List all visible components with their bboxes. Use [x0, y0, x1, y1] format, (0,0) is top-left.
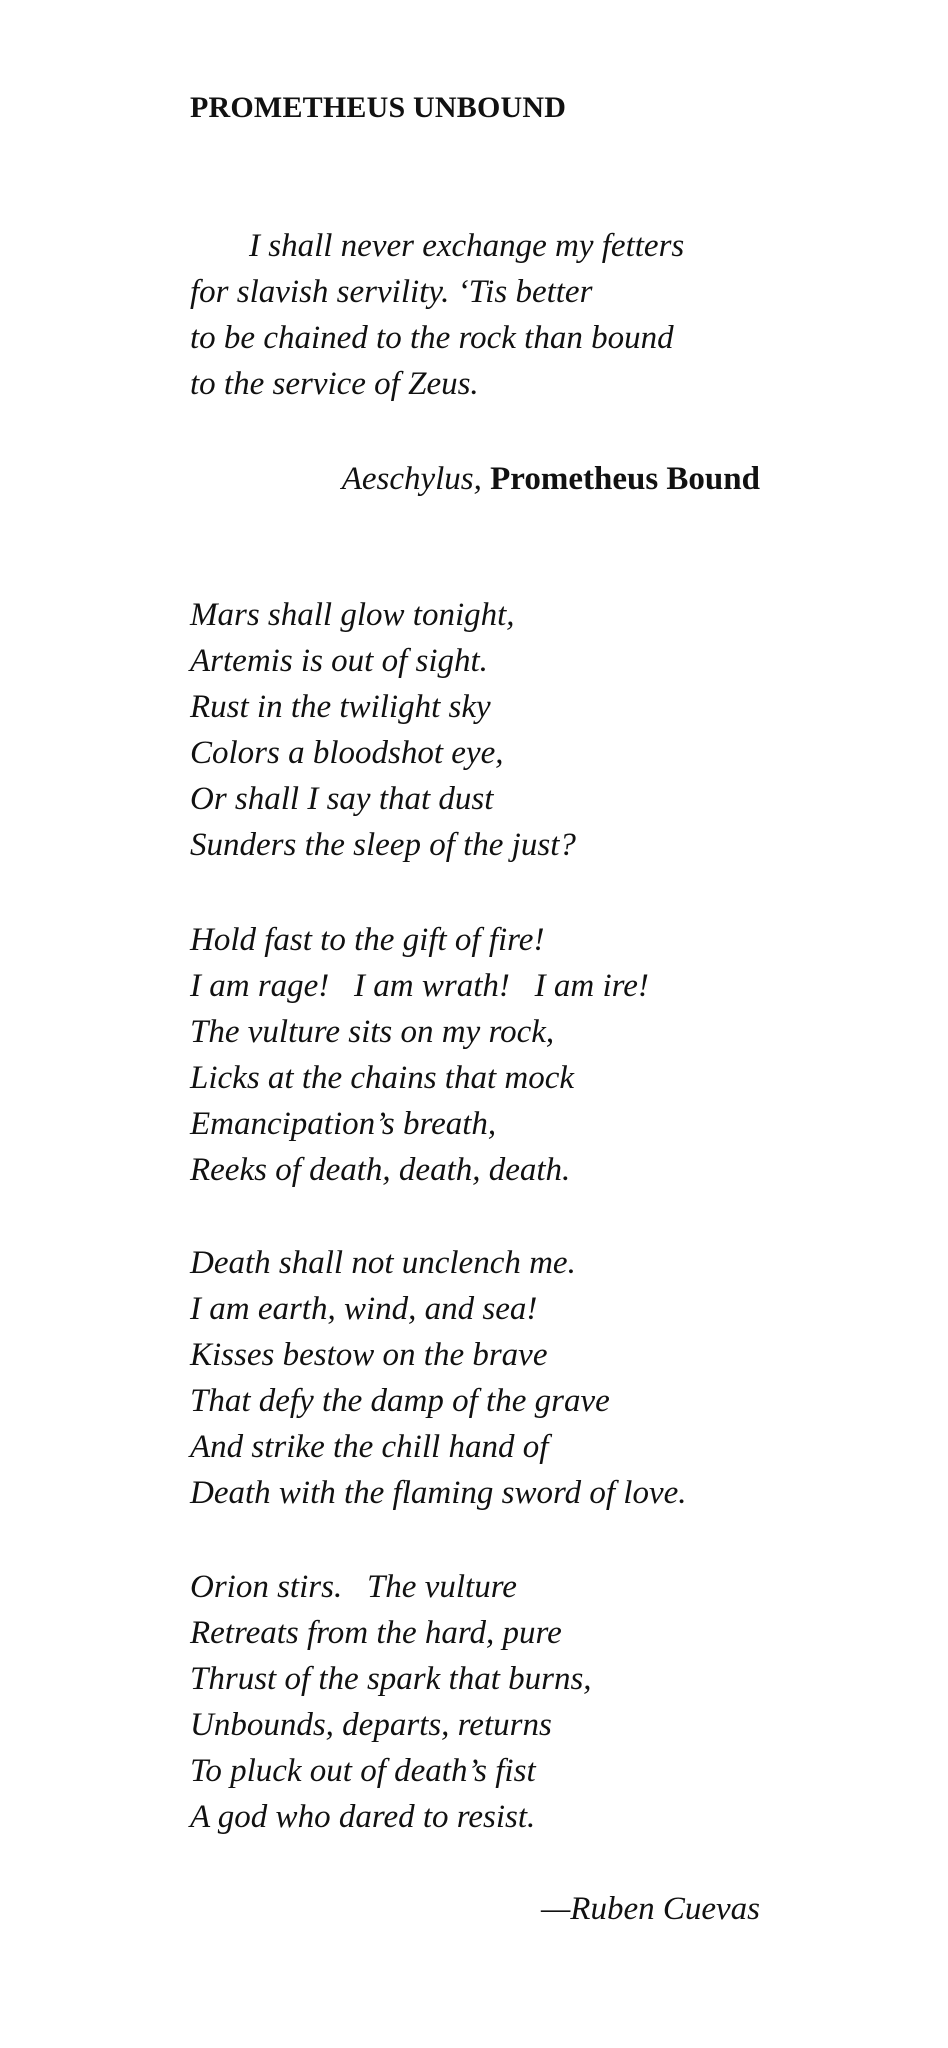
stanza-1: [190, 592, 760, 868]
poem-line: I am rage! I am wrath! I am ire!: [190, 968, 649, 1004]
poem-line: And strike the chill hand of: [190, 1429, 549, 1465]
poem-line: Or shall I say that dust: [190, 781, 494, 817]
poem-line: Kisses bestow on the brave: [190, 1337, 548, 1373]
poem-line: Emancipation’s breath,: [190, 1106, 497, 1142]
poem-line: Death with the flaming sword of love.: [190, 1475, 687, 1511]
epigraph-work: Prometheus Bound: [490, 461, 760, 497]
poem-line: Rust in the twilight sky: [190, 689, 491, 725]
poem-line: Hold fast to the gift of fire!: [190, 922, 545, 958]
poem-line: A god who dared to resist.: [190, 1799, 536, 1835]
poem-title: PROMETHEUS UNBOUND: [190, 91, 567, 124]
poem-line: Reeks of death, death, death.: [190, 1152, 571, 1188]
poem-line: Sunders the sleep of the just?: [190, 827, 576, 863]
poem-line: I am earth, wind, and sea!: [190, 1291, 538, 1327]
epigraph-line: to be chained to the rock than bound: [190, 320, 674, 356]
epigraph-line: to the service of Zeus.: [190, 366, 479, 402]
poem-line: Death shall not unclench me.: [190, 1245, 576, 1281]
poem-line: Thrust of the spark that burns,: [190, 1661, 592, 1697]
epigraph-line: for slavish servility. ‘Tis better: [190, 274, 593, 310]
epigraph-attribution: [190, 456, 760, 502]
stanza-4: [190, 1564, 760, 1840]
poem-line: Colors a bloodshot eye,: [190, 735, 504, 771]
stanza-2: [190, 917, 760, 1193]
poem-line: Unbounds, departs, returns: [190, 1707, 552, 1743]
poem-line: Retreats from the hard, pure: [190, 1615, 562, 1651]
poem-line: That defy the damp of the grave: [190, 1383, 610, 1419]
stanza-3: [190, 1240, 760, 1516]
epigraph-line: I shall never exchange my fetters: [249, 228, 685, 264]
poem-line: Mars shall glow tonight,: [190, 597, 515, 633]
author-signature: —Ruben Cuevas: [540, 1891, 760, 1927]
epigraph-author: Aeschylus,: [341, 461, 482, 497]
poem-line: To pluck out of death’s fist: [190, 1753, 536, 1789]
poem-line: The vulture sits on my rock,: [190, 1014, 555, 1050]
poem-line: Orion stirs. The vulture: [190, 1569, 517, 1605]
poem-line: Licks at the chains that mock: [190, 1060, 575, 1096]
epigraph: [190, 223, 760, 407]
poem-line: Artemis is out of sight.: [190, 643, 488, 679]
